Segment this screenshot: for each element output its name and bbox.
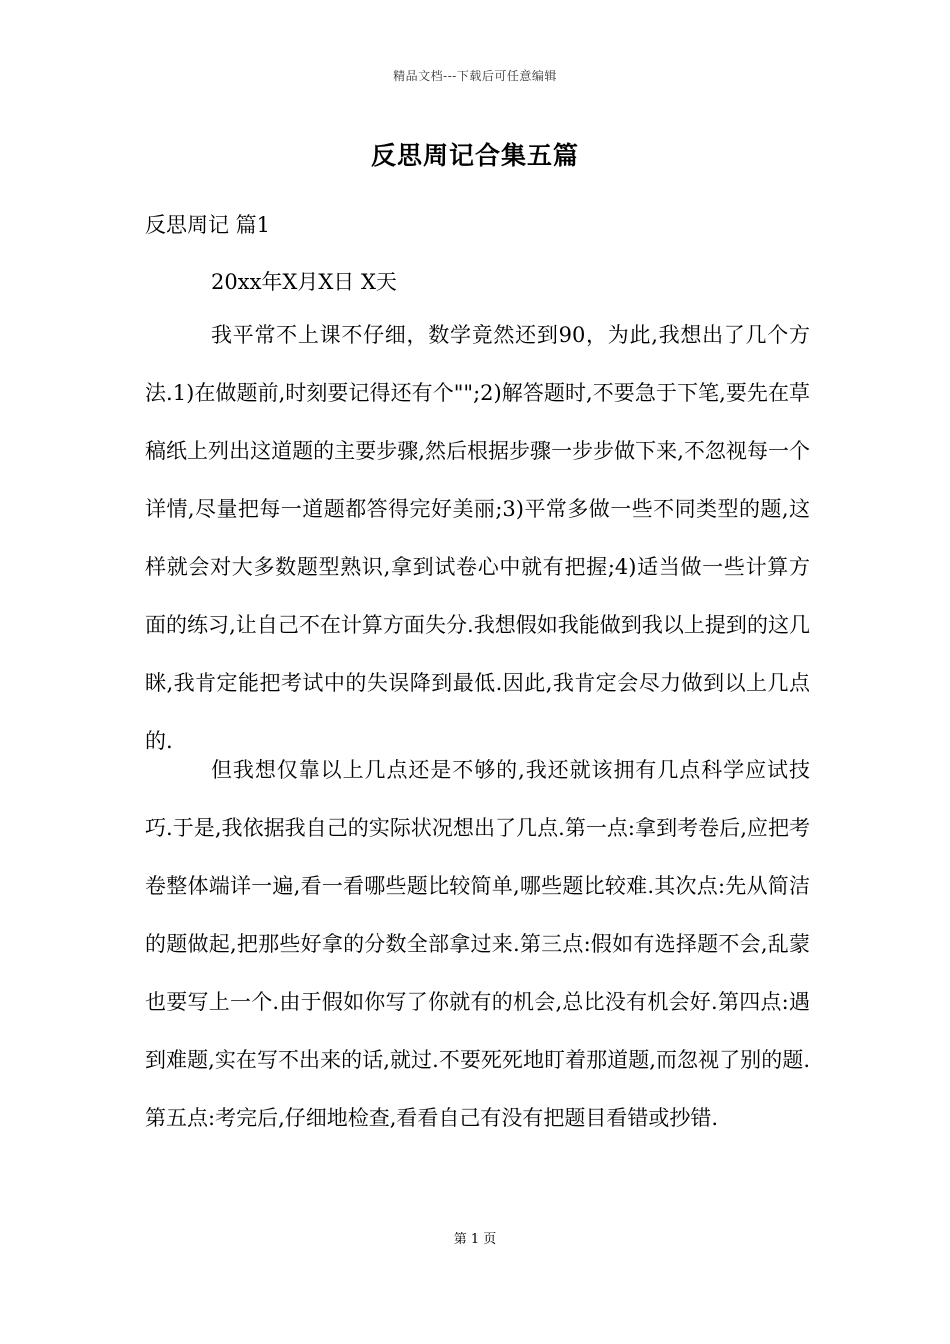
body-paragraph-2: 但我想仅靠以上几点还是不够的,我还就该拥有几点科学应试技巧.于是,我依据我自己的实际状况想出了几点.第一点:拿到考卷后,应把考卷整体端详一遍,看一看哪些题比较简单,哪些题比较难.其次点:先从简洁的题做起,把那些好拿的分数全部拿过来.第三点:假如有选择题不会,乱蒙也要写上一个.由于假如你写了你就有的机会,总比没有机会好.第四点:遇到难题,实在写不出来的话,就过.不要死死地盯着那道题,而忽视了别的题.第五点:考完后,仔细地检查,看看自己有没有把题目看错或抄错. (145, 758, 810, 1130)
body-paragraph-1: 我平常不上课不仔细，数学竟然还到90，为此,我想出了几个方法.1)在做题前,时刻要记得还有个"";2)解答题时,不要急于下笔,要先在草稿纸上列出这道题的主要步骤,然后根据步骤一步步做下来,不忽视每一个详情,尽量把每一道题都答得完好美丽;3)平常多做一些不同类型的题,这样就会对大多数题型熟识,拿到试卷心中就有把握;4)适当做一些计算方面的练习,让自己不在计算方面失分.我想假如我能做到我以上提到的这几眯,我肯定能把考试中的失误降到最低.因此,我肯定会尽力做到以上几点的. (145, 323, 810, 753)
page-header: 精品文档---下载后可任意编辑 (393, 69, 557, 83)
date-line: 20xx年X月X日 X天 (211, 270, 397, 294)
document-title: 反思周记合集五篇 (370, 141, 579, 170)
page-number: 第 1 页 (453, 1232, 497, 1247)
section-title: 反思周记 篇1 (145, 213, 271, 237)
